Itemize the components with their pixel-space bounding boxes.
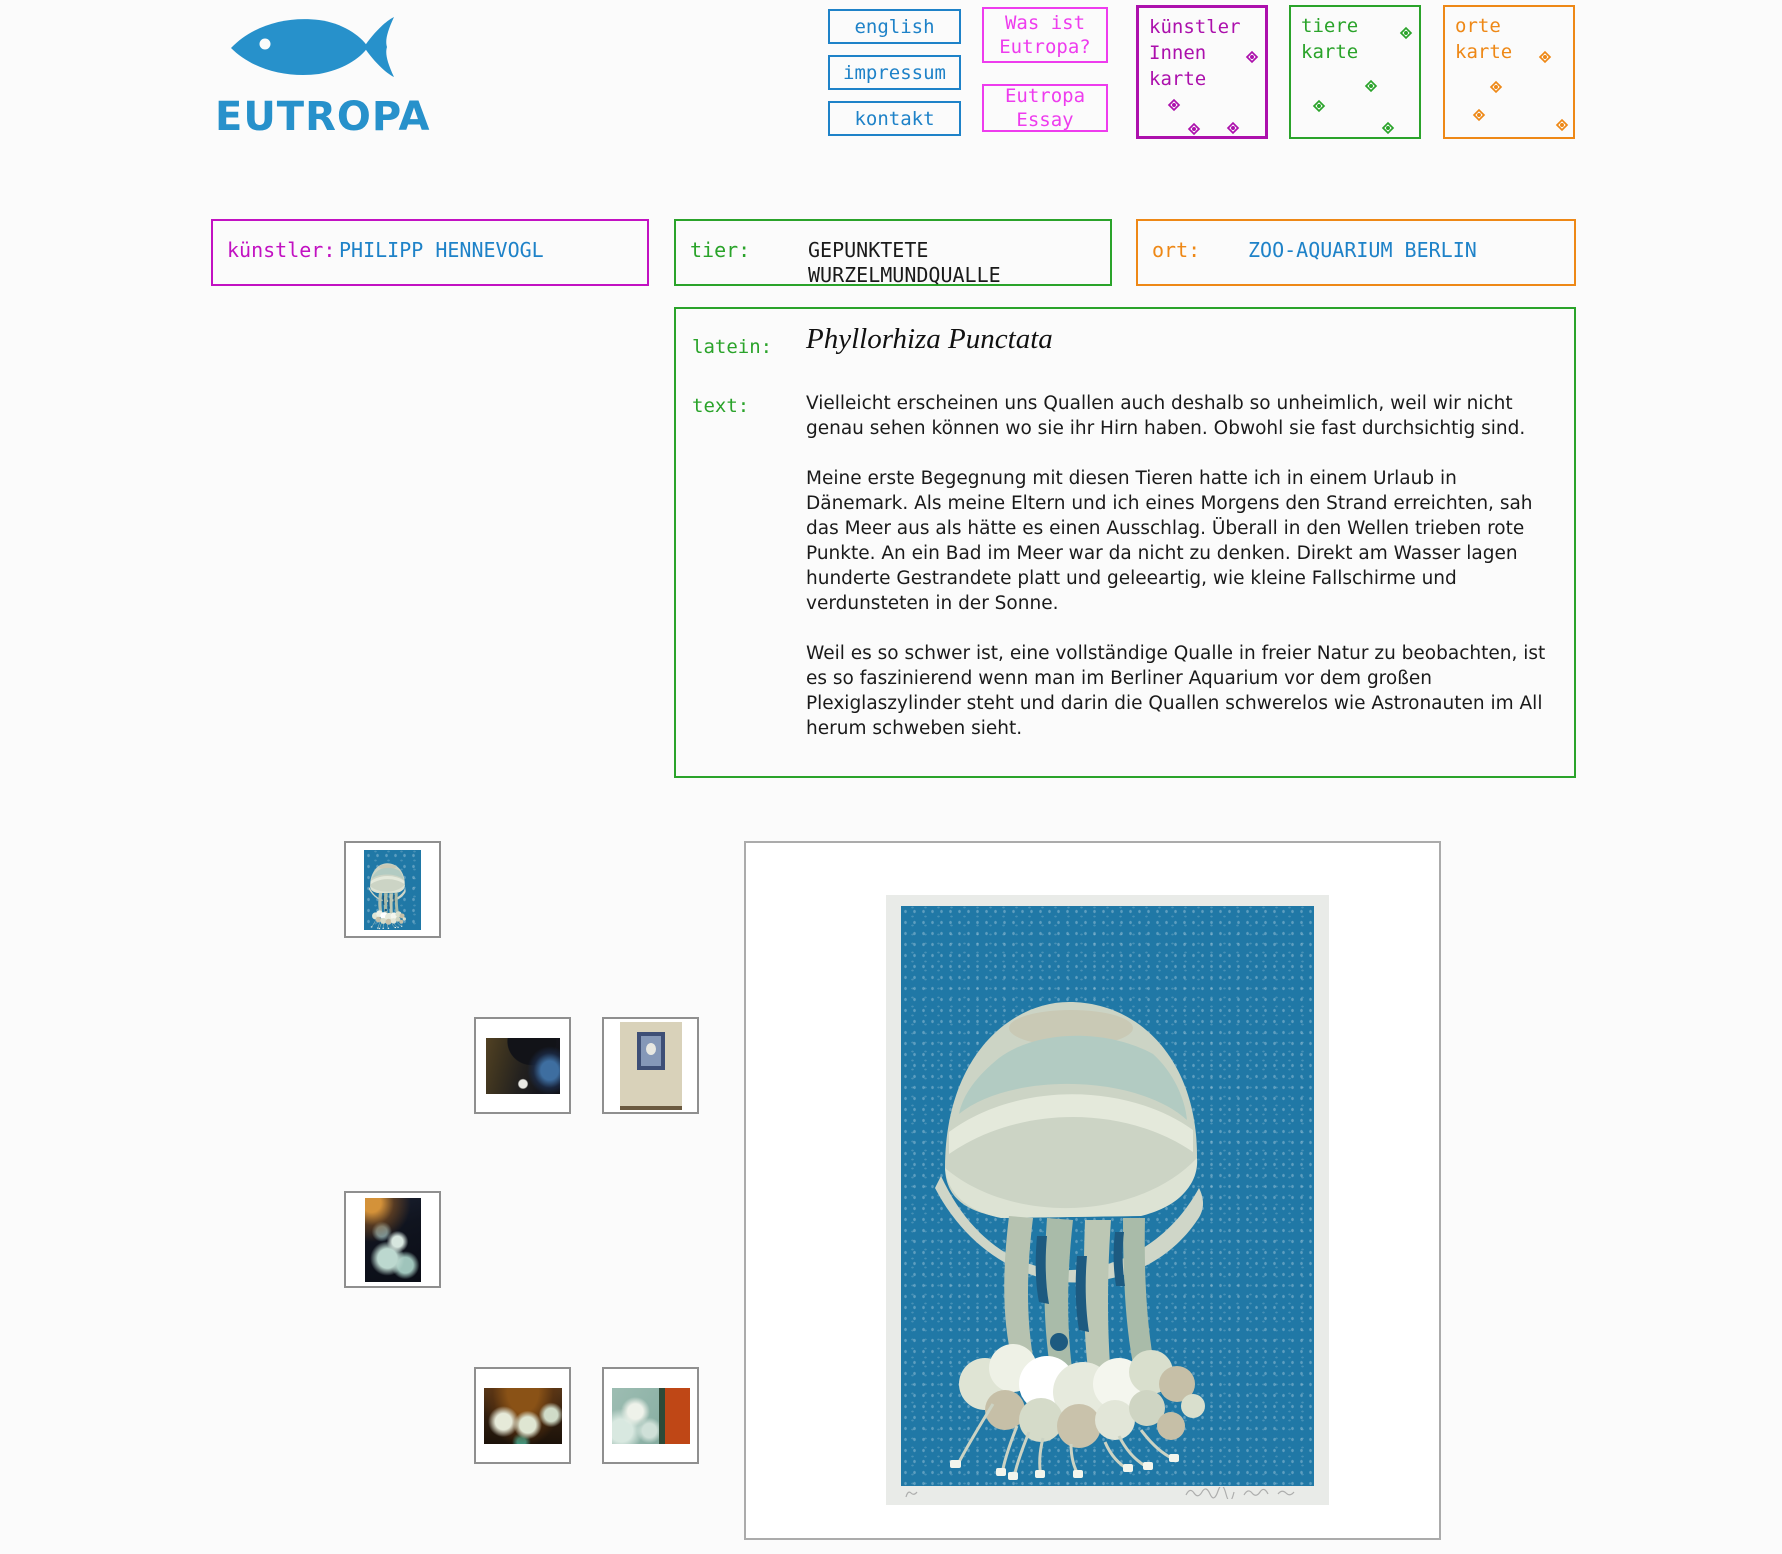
kuenstlerinnen-karte-button[interactable] <box>1136 5 1268 139</box>
ort-value: ZOO-AQUARIUM BERLIN <box>1248 238 1477 262</box>
photo-thumbnail <box>484 1388 562 1444</box>
jellyfish-linocut-print <box>901 906 1314 1486</box>
thumbnail-jellyfish-tank-dark[interactable] <box>344 1191 441 1288</box>
map-marker-icon <box>1226 121 1240 135</box>
map-marker-icon <box>1245 50 1259 64</box>
kuenstler-value: PHILIPP HENNEVOGL <box>339 238 544 262</box>
artwork-paper <box>886 895 1329 1505</box>
tier-infobox <box>674 219 1112 286</box>
map-marker-icon <box>1472 108 1486 122</box>
was-ist-eutropa-button[interactable]: Was ist Eutropa? <box>982 7 1108 63</box>
map-marker-icon <box>1538 50 1552 64</box>
edition-mark <box>904 1489 920 1499</box>
map-marker-icon <box>1381 121 1395 135</box>
photo-thumbnail <box>486 1038 560 1094</box>
text-paragraph: Meine erste Begegnung mit diesen Tieren hatte ich in einem Urlaub in Dänemark. Als meine Eltern und ich eines Morgens den Strand erreichten, sah das Meer aus als hätte es einen Ausschlag. Überall in den Wellen trieben rote Punkte. An ein Bad im Meer war da nicht zu denken. Direkt am Wasser lagen hunderte Gestrandete platt und geleeartig, wie kleine Fallschirme und verdunsteten in der Sonne. <box>806 468 1533 614</box>
nav-english-button[interactable]: english <box>828 9 961 44</box>
text-paragraph: Vielleicht erscheinen uns Quallen auch deshalb so unheimlich, weil wir nicht genau sehen können wo sie ihr Hirn haben. Obwohl sie fast durchsichtig sind. <box>806 393 1526 439</box>
ort-label: ort: <box>1152 238 1201 262</box>
orte-karte-label: orte karte <box>1455 15 1513 63</box>
latein-label: latein: <box>692 336 773 358</box>
photo-thumbnail <box>620 1022 682 1110</box>
thumbnail-jellyfish-tank-red[interactable] <box>602 1367 699 1464</box>
nav-impressum-button[interactable]: impressum <box>828 55 961 90</box>
photo-thumbnail <box>365 1198 421 1282</box>
kuenstler-infobox <box>211 219 649 286</box>
text-label: text: <box>692 395 750 417</box>
map-marker-icon <box>1167 98 1181 112</box>
detail-box <box>674 307 1576 778</box>
map-marker-icon <box>1312 99 1326 113</box>
tiere-karte-button[interactable] <box>1289 5 1421 139</box>
photo-thumbnail <box>612 1388 690 1444</box>
framed-print-icon <box>637 1032 665 1070</box>
tier-label: tier: <box>690 238 751 262</box>
logo[interactable] <box>215 10 431 140</box>
text-body <box>806 391 1554 766</box>
thumbnail-jellyfish-tank-amber[interactable] <box>474 1367 571 1464</box>
artist-signature <box>1184 1487 1296 1499</box>
logo-text: EUTROPA <box>215 94 431 140</box>
kuenstler-label: künstler: <box>227 238 336 262</box>
eutropa-essay-button[interactable]: Eutropa Essay <box>982 84 1108 132</box>
jellyfish-artwork <box>901 906 1314 1486</box>
thumbnail-jellyfish-print[interactable] <box>344 841 441 938</box>
map-marker-icon <box>1187 122 1201 136</box>
thumbnail-aquarium-interior[interactable] <box>474 1017 571 1114</box>
main-artwork-frame <box>744 841 1441 1540</box>
map-marker-icon <box>1364 79 1378 93</box>
tier-value: GEPUNKTETE WURZELMUNDQUALLE <box>808 238 1001 287</box>
ort-infobox <box>1136 219 1576 286</box>
fish-logo-icon <box>227 13 395 81</box>
map-marker-icon <box>1489 80 1503 94</box>
jellyfish-print-mini <box>364 850 421 930</box>
map-marker-icon <box>1555 118 1569 132</box>
orte-karte-button[interactable] <box>1443 5 1575 139</box>
tiere-karte-label: tiere karte <box>1301 15 1359 63</box>
latein-value: Phyllorhiza Punctata <box>806 323 1053 355</box>
jellyfish-artwork-icon <box>364 850 421 930</box>
kuenstlerinnen-karte-label: künstler Innen karte <box>1149 16 1241 90</box>
thumbnail-framed-print-wall[interactable] <box>602 1017 699 1114</box>
nav-kontakt-button[interactable]: kontakt <box>828 101 961 136</box>
text-paragraph: Weil es so schwer ist, eine vollständige Qualle in freier Natur zu beobachten, ist es so faszinierend wenn man im Berliner Aquarium vor dem großen Plexiglaszylinder steht und darin die Quallen schwerelos wie Astronauten im All herum schweben sieht. <box>806 643 1546 739</box>
map-marker-icon <box>1399 26 1413 40</box>
